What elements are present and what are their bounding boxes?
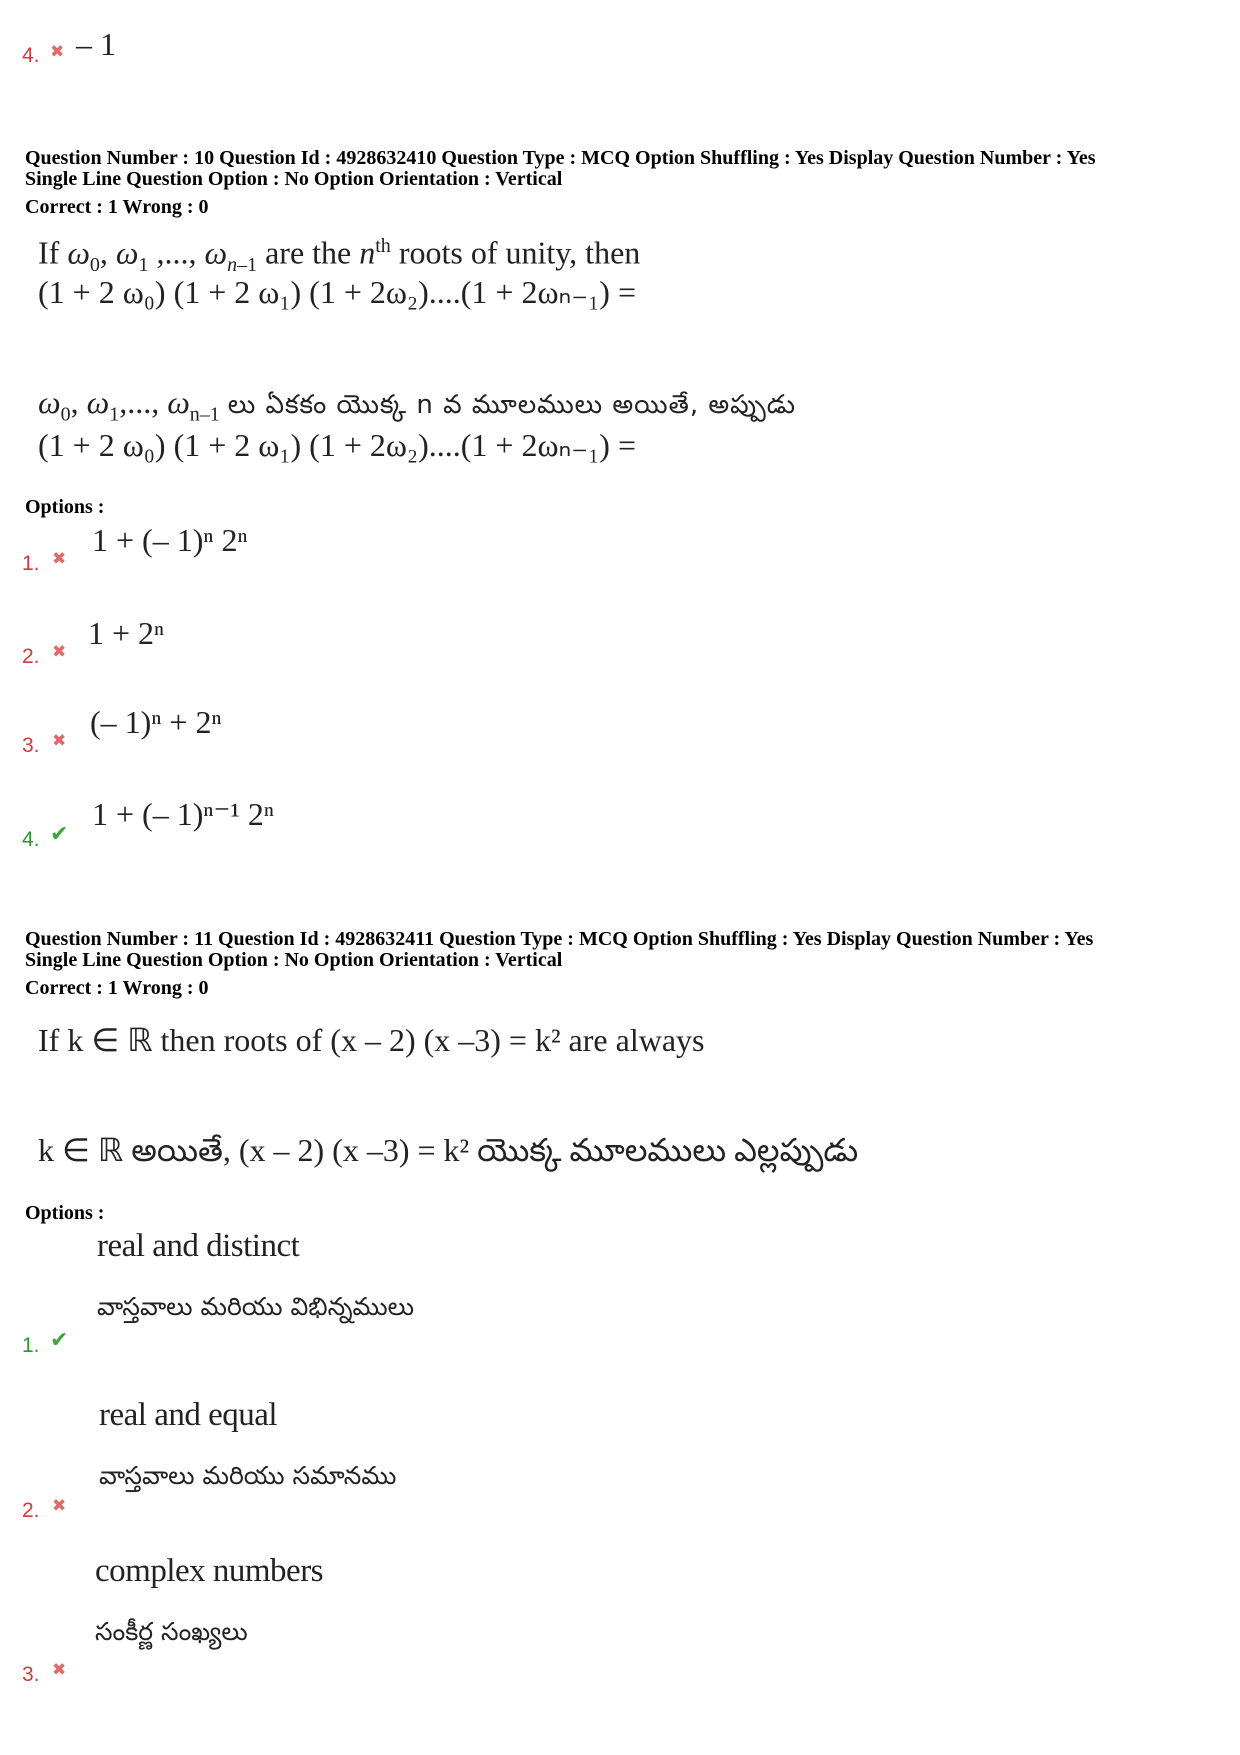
option-text: – 1 bbox=[76, 26, 116, 62]
question-meta-line2: Single Line Question Option : No Option Orientation : Vertical bbox=[25, 168, 563, 190]
question-product-en: (1 + 2 ω₀) (1 + 2 ω₁) (1 + 2ω₂)....(1 + 2ωₙ₋₁) = bbox=[38, 274, 636, 310]
option-number: 3. bbox=[22, 1663, 40, 1686]
option-text-en: real and equal bbox=[99, 1397, 278, 1433]
option-3 bbox=[22, 1553, 722, 1686]
option-text: (– 1)ⁿ + 2ⁿ bbox=[90, 704, 222, 740]
check-icon: ✔ bbox=[50, 1328, 69, 1353]
question-meta-line2: Single Line Question Option : No Option Orientation : Vertical bbox=[25, 949, 563, 971]
options-label: Options : bbox=[25, 496, 105, 518]
question-meta-line1: Question Number : 10 Question Id : 4928632410 Question Type : MCQ Option Shuffling : Yes Display Question Number : Yes bbox=[25, 147, 1096, 169]
option-2 bbox=[22, 613, 622, 683]
option-text: 1 + (– 1)ⁿ⁻¹ 2ⁿ bbox=[92, 796, 274, 832]
wrong-icon: ✖ bbox=[52, 731, 67, 751]
q-n: n bbox=[359, 234, 376, 271]
option-1 bbox=[22, 520, 622, 590]
check-icon: ✔ bbox=[50, 822, 69, 847]
option-number: 2. bbox=[22, 1499, 40, 1522]
option-text: 1 + (– 1)ⁿ 2ⁿ bbox=[92, 522, 248, 558]
option-number: 1. bbox=[22, 552, 40, 575]
wrong-icon: ✖ bbox=[52, 1660, 67, 1680]
option-text-en: complex numbers bbox=[95, 1553, 324, 1589]
options-label: Options : bbox=[25, 1202, 105, 1224]
wrong-icon: ✖ bbox=[52, 642, 67, 662]
question-text-te: $\omega_0$, $\omega_1$,..., $\omega_{n-1}$ లు ఏకకం యొక్క n వ మూలములు అయితే, అప్పుడు bbox=[38, 384, 797, 426]
wrong-icon: ✖ bbox=[52, 1496, 67, 1516]
option-number: 4. bbox=[22, 44, 40, 67]
question-text-en: If k ∈ ℝ then roots of (x – 2) (x –3) = k² are always bbox=[38, 1022, 705, 1058]
q-te-tail: లు ఏకకం యొక్క n వ మూలములు అయితే, అప్పుడు bbox=[227, 390, 797, 420]
option-text-te: సంకీర్ణ సంఖ్యలు bbox=[95, 1617, 248, 1646]
option-3 bbox=[22, 702, 622, 772]
question-meta-line1: Question Number : 11 Question Id : 4928632411 Question Type : MCQ Option Shuffling : Yes Display Question Number : Yes bbox=[25, 928, 1094, 950]
option-1 bbox=[22, 1228, 722, 1358]
question-meta-line3: Correct : 1 Wrong : 0 bbox=[25, 196, 209, 218]
option-text-en: real and distinct bbox=[97, 1228, 300, 1264]
q-th: th bbox=[375, 235, 391, 257]
wrong-icon: ✖ bbox=[52, 549, 67, 569]
option-number: 4. bbox=[22, 828, 40, 851]
option-text-te: వాస్తవాలు మరియు సమానము bbox=[99, 1461, 397, 1490]
option-number: 2. bbox=[22, 645, 40, 668]
option-text: 1 + 2ⁿ bbox=[88, 615, 165, 651]
wrong-icon: ✖ bbox=[50, 42, 65, 62]
option-text-te: వాస్తవాలు మరియు విభిన్నములు bbox=[97, 1292, 415, 1321]
question-meta-line3: Correct : 1 Wrong : 0 bbox=[25, 977, 209, 999]
option-number: 3. bbox=[22, 734, 40, 757]
q-rest: are the bbox=[257, 234, 360, 271]
option-2 bbox=[22, 1397, 722, 1527]
question-product-te: (1 + 2 ω₀) (1 + 2 ω₁) (1 + 2ω₂)....(1 + 2ωₙ₋₁) = bbox=[38, 427, 636, 463]
q-if: If bbox=[38, 234, 68, 271]
question-text-te: k ∈ ℝ అయితే, (x – 2) (x –3) = k² యొక్క మూలములు ఎల్లప్పుడు bbox=[38, 1132, 859, 1168]
option-number: 1. bbox=[22, 1334, 40, 1357]
q-tail: roots of unity, then bbox=[390, 234, 641, 271]
option-4 bbox=[22, 794, 622, 864]
question-text-en: If $\omega_0$, $\omega_1$ ,..., $\omega_{n-1}$ are the $n^{th}$ roots of unity, then bbox=[38, 234, 641, 277]
